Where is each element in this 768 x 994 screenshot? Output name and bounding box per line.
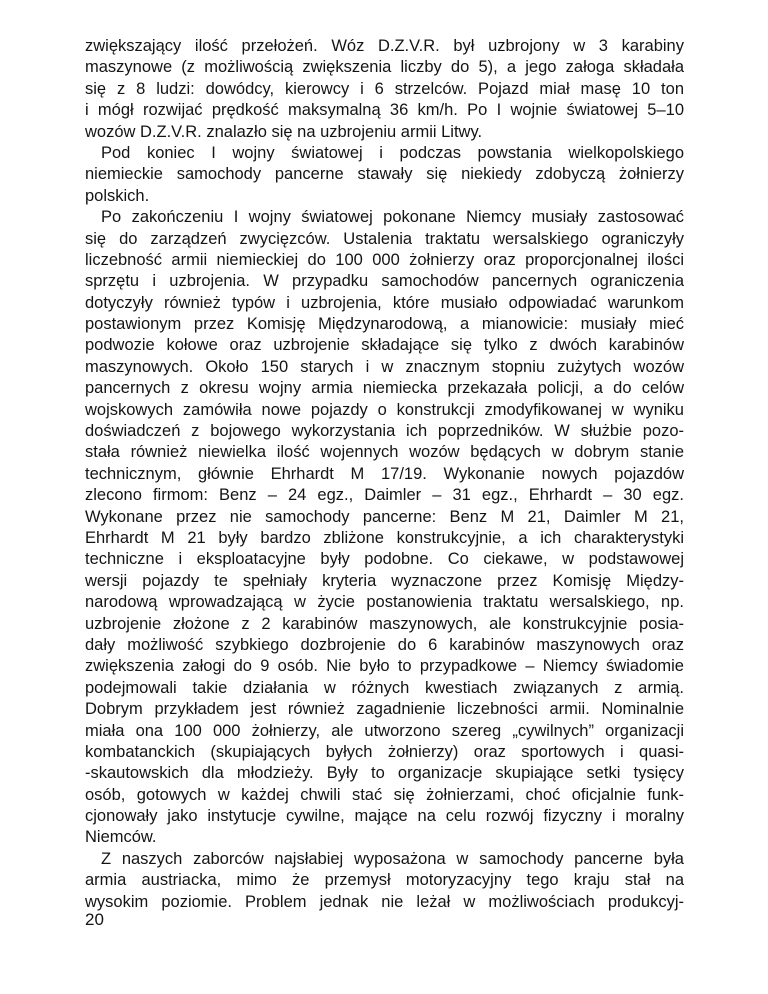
text-line: technicznym, głównie Ehrhardt M 17/19. Wykonanie nowych pojazdów bbox=[85, 464, 684, 483]
text-line: dotyczyły również typów i uzbrojenia, które musiało odpowiadać warunkom bbox=[85, 293, 684, 312]
page-number: 20 bbox=[85, 910, 104, 929]
text-line: zlecono firmom: Benz – 24 egz., Daimler – 31 egz., Ehrhardt – 30 egz. bbox=[85, 486, 684, 505]
text-line: podejmowali takie działania w różnych kwestiach związanych z armią. bbox=[85, 678, 684, 697]
text-line: -skautowskich dla młodzieży. Były to organizacje skupiające setki tysięcy bbox=[85, 764, 684, 783]
text-line: zwiększający ilość przełożeń. Wóz D.Z.V.R. był uzbrojony w 3 karabiny bbox=[85, 37, 684, 55]
text-line: osób, gotowych w każdej chwili stać się żołnierzami, choć oficjalnie funk- bbox=[85, 785, 684, 804]
text-line: wojskowych zamówiła nowe pojazdy o konstrukcji zmodyfikowanej w wyniku bbox=[85, 400, 684, 419]
text-line: maszynowe (z możliwością zwiększenia liczby do 5), a jego załoga składała bbox=[85, 58, 684, 77]
text-line: stała również niewielka ilość wojennych wozów będących w dobrym stanie bbox=[85, 443, 684, 462]
text-line: uzbrojenie złożone z 2 karabinów maszynowych, ale konstrukcyjnie posia- bbox=[85, 614, 684, 633]
text-line: i mógł rozwijać prędkość maksymalną 36 km/h. Po I wojnie światowej 5–10 bbox=[85, 101, 684, 120]
text-line: postawionym przez Komisję Międzynarodową, a mianowicie: musiały mieć bbox=[85, 315, 684, 334]
text-line: maszynowych. Około 150 starych i w znacznym stopniu zużytych wozów bbox=[85, 357, 684, 376]
text-line: niemieckie samochody pancerne stawały się niekiedy zdobyczą żołnierzy bbox=[85, 165, 684, 184]
text-line: Wykonane przez nie samochody pancerne: Benz M 21, Daimler M 21, bbox=[85, 507, 684, 526]
text-line: liczebność armii niemieckiej do 100 000 żołnierzy oraz proporcjonalnej ilości bbox=[85, 250, 684, 269]
text-line: armia austriacka, mimo że przemysł motoryzacyjny tego kraju stał na bbox=[85, 871, 684, 890]
text-line: się z 8 ludzi: dowódcy, kierowcy i 6 strzelców. Pojazd miał masę 10 ton bbox=[85, 79, 684, 98]
paragraph bbox=[85, 36, 684, 143]
text-line: pancernych z okresu wojny armia niemiecka przekazała policji, a do celów bbox=[85, 379, 684, 398]
text-line: Pod koniec I wojny światowej i podczas powstania wielkopolskiego bbox=[101, 143, 684, 162]
text-line: Ehrhardt M 21 były bardzo zbliżone konstrukcyjnie, a ich charakterystyki bbox=[85, 528, 684, 547]
text-line: doświadczeń z bojowego wykorzystania ich poprzedników. W służbie pozo- bbox=[85, 422, 684, 441]
text-line: polskich. bbox=[85, 186, 150, 205]
text-line: Z naszych zaborców najsłabiej wyposażona w samochody pancerne była bbox=[101, 849, 684, 868]
text-line: kombatanckich (skupiających byłych żołnierzy) oraz sportowych i quasi- bbox=[85, 742, 684, 761]
text-line: zwiększenia załogi do 9 osób. Nie było to przypadkowe – Niemcy świadomie bbox=[85, 657, 684, 676]
text-line: Niemców. bbox=[85, 828, 157, 847]
text-line: dały możliwość szybkiego dozbrojenie do 6 karabinów maszynowych oraz bbox=[85, 635, 684, 654]
paragraph bbox=[85, 143, 684, 207]
page-body bbox=[85, 36, 684, 913]
text-line: Dobrym przykładem jest również zagadnienie liczebności armii. Nominalnie bbox=[85, 700, 684, 719]
paragraph bbox=[85, 207, 684, 849]
text-line: się do zarządzeń zwycięzców. Ustalenia traktatu wersalskiego ograniczyły bbox=[85, 229, 684, 248]
text-line: sprzętu i uzbrojenia. W przypadku samochodów pancernych ograniczenia bbox=[85, 272, 684, 291]
paragraph bbox=[85, 849, 684, 913]
text-line: wysokim poziomie. Problem jednak nie leżał w możliwościach produkcyj- bbox=[85, 892, 684, 911]
text-line: cjonowały jako instytucje cywilne, mające na celu rozwój fizyczny i moralny bbox=[85, 807, 684, 826]
text-line: miała ona 100 000 żołnierzy, ale utworzono szereg „cywilnych” organizacji bbox=[85, 721, 684, 740]
text-line: Po zakończeniu I wojny światowej pokonane Niemcy musiały zastosować bbox=[101, 208, 684, 227]
text-line: wersji pojazdy te spełniały kryteria wyznaczone przez Komisję Między- bbox=[85, 571, 684, 590]
text-line: wozów D.Z.V.R. znalazło się na uzbrojeniu armii Litwy. bbox=[85, 122, 483, 141]
text-line: podwozie kołowe oraz uzbrojenie składające się tylko z dwóch karabinów bbox=[85, 336, 684, 355]
text-line: narodową wprowadzającą w życie postanowienia traktatu wersalskiego, np. bbox=[85, 593, 684, 612]
text-line: techniczne i eksploatacyjne były podobne. Co ciekawe, w podstawowej bbox=[85, 550, 684, 569]
